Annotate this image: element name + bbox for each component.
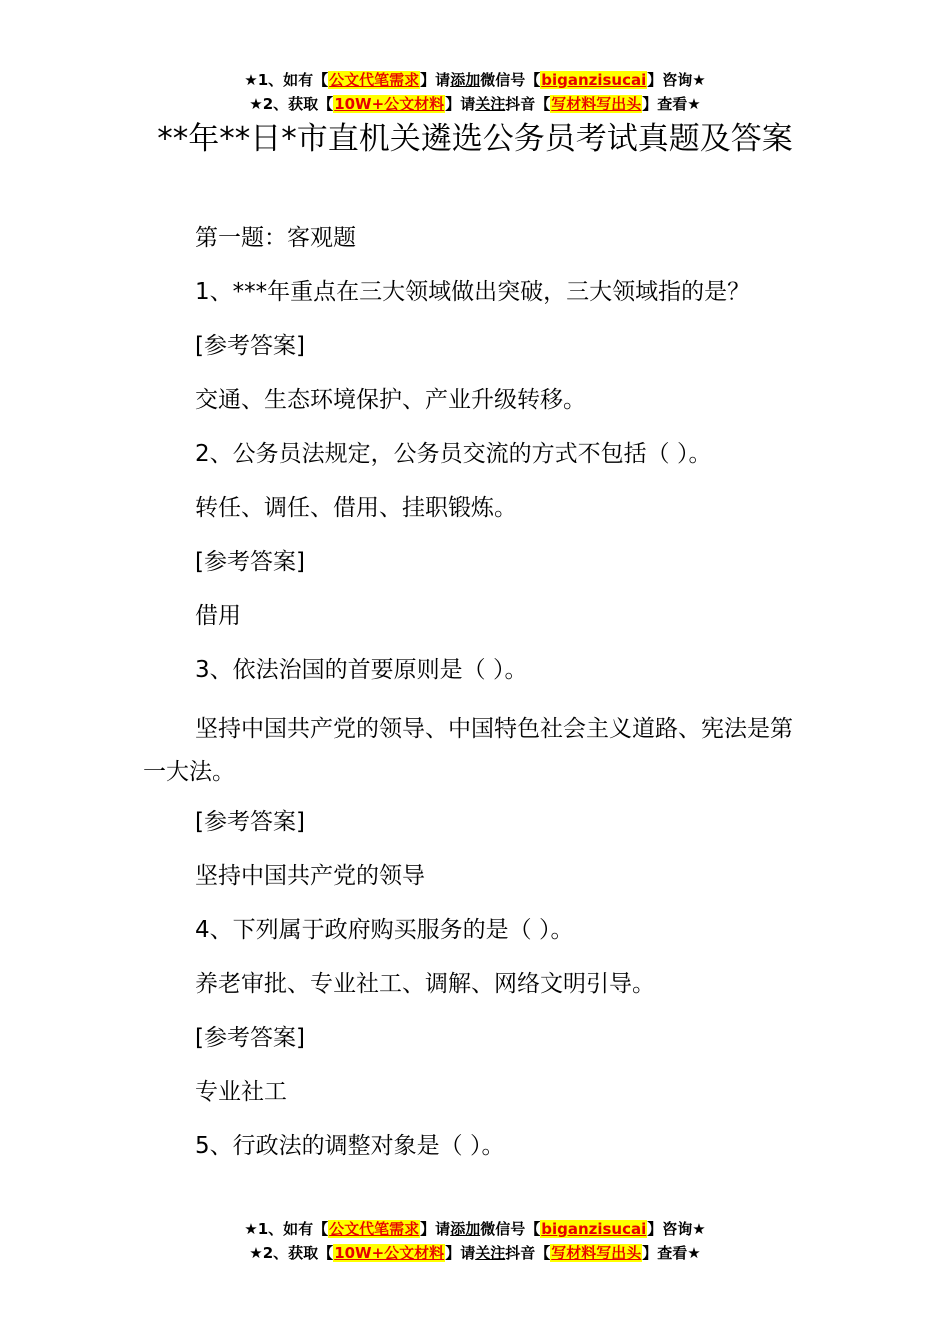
footer-text: 】咨询★ [647,1220,706,1238]
footer-text: ★2、获取【 [249,1244,334,1262]
header-line-1 [0,68,950,92]
header-text: ★1、如有【 [244,71,329,89]
answer-label: [参考答案] [195,1025,305,1051]
douyin-highlight: 写材料写出头 [551,95,642,113]
header-line-2 [0,92,950,116]
footer-text: 微信号【 [480,1220,541,1238]
question-4: 4、下列属于政府购买服务的是（ ）。 [195,917,574,943]
question-3: 3、依法治国的首要原则是（ ）。 [195,657,528,683]
highlight-text: 10W+公文材料 [334,1244,445,1262]
header-banner [0,68,950,116]
header-text: ★2、获取【 [249,95,334,113]
options-text: 养老审批、专业社工、调解、网络文明引导。 [195,971,655,997]
highlight-text: 公文代笔需求 [329,1220,420,1238]
highlight-text: 公文代笔需求 [329,71,420,89]
footer-text: 抖音【 [505,1244,551,1262]
douyin-highlight: 写材料写出头 [551,1244,642,1262]
options-text: 坚持中国共产党的领导、中国特色社会主义道路、宪法是第一大法。 [143,716,793,785]
question-1: 1、***年重点在三大领域做出突破，三大领域指的是？ [195,279,751,305]
answer-text: 坚持中国共产党的领导 [195,863,425,889]
underlined-text: 添加 [450,1220,481,1238]
highlight-text: 10W+公文材料 [334,95,445,113]
underlined-text: 关注 [475,95,506,113]
header-text: 】请 [420,71,451,89]
header-text: 抖音【 [505,95,551,113]
answer-label: [参考答案] [195,809,305,835]
footer-banner [0,1217,950,1265]
question-5: 5、行政法的调整对象是（ ）。 [195,1133,505,1159]
options-text: 转任、调任、借用、挂职锻炼。 [195,495,517,521]
question-2: 2、公务员法规定，公务员交流的方式不包括（ ）。 [195,441,712,467]
footer-text: 】查看★ [642,1244,701,1262]
answer-label: [参考答案] [195,333,305,359]
header-text: 】咨询★ [647,71,706,89]
document-title: **年**日*市直机关遴选公务员考试真题及答案 [157,121,793,157]
footer-text: ★1、如有【 [244,1220,329,1238]
header-text: 】查看★ [642,95,701,113]
header-text: 】请 [445,95,476,113]
wechat-id-highlight: biganzisucai [541,1220,647,1238]
footer-line-1 [0,1217,950,1241]
answer-text: 专业社工 [195,1079,287,1105]
wechat-id-highlight: biganzisucai [541,71,647,89]
section-heading: 第一题：客观题 [195,225,356,251]
footer-text: 】请 [445,1244,476,1262]
footer-text: 】请 [420,1220,451,1238]
underlined-text: 添加 [450,71,481,89]
answer-text: 借用 [195,603,241,629]
answer-label: [参考答案] [195,549,305,575]
footer-line-2 [0,1241,950,1265]
header-text: 微信号【 [480,71,541,89]
underlined-text: 关注 [475,1244,506,1262]
document-body [143,222,808,1184]
answer-text: 交通、生态环境保护、产业升级转移。 [195,387,586,413]
